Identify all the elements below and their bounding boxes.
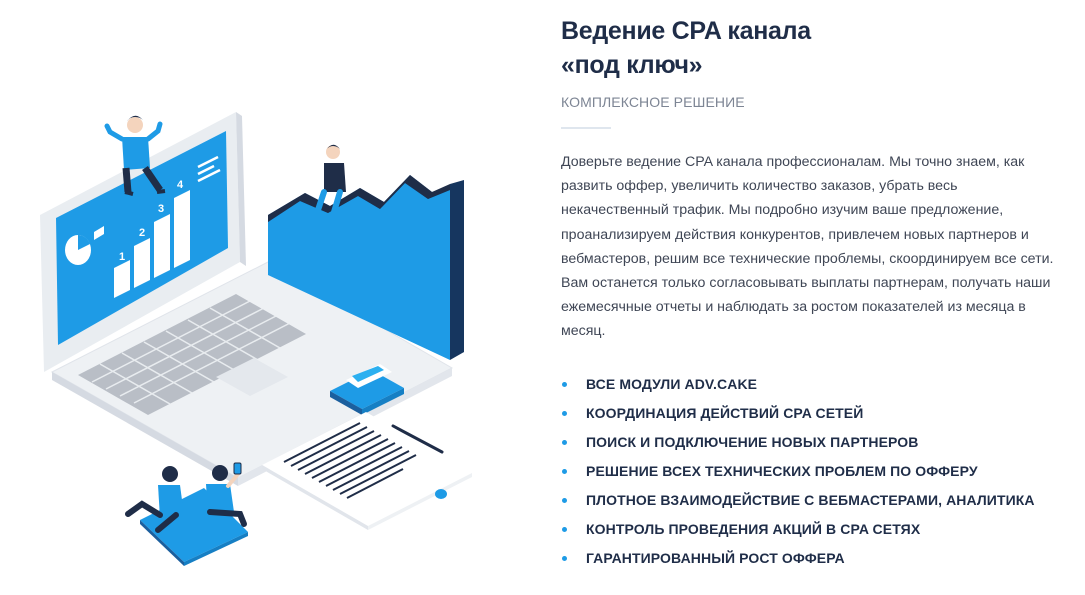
page-title	[561, 14, 1071, 82]
feature-label: ГАРАНТИРОВАННЫЙ РОСТ ОФФЕРА	[586, 550, 845, 567]
list-item	[561, 515, 1071, 544]
bullet-icon	[562, 469, 567, 474]
list-item	[561, 486, 1071, 515]
feature-label: РЕШЕНИЕ ВСЕХ ТЕХНИЧЕСКИХ ПРОБЛЕМ ПО ОФФЕРУ	[586, 463, 978, 480]
phone-icon	[234, 463, 241, 474]
bar-label-1: 1	[119, 251, 126, 263]
bullet-icon	[562, 440, 567, 445]
list-item	[561, 370, 1071, 399]
feature-label: ВСЕ МОДУЛИ ADV.CAKE	[586, 376, 758, 393]
content-panel	[561, 14, 1071, 573]
laptop-illustration	[0, 0, 540, 595]
title-line-2: «под ключ»	[561, 51, 703, 79]
bar-label-2: 2	[139, 227, 146, 239]
bar-label-3: 3	[158, 203, 165, 215]
person-icon	[206, 463, 244, 524]
feature-label: ПЛОТНОЕ ВЗАИМОДЕЙСТВИЕ С ВЕБМАСТЕРАМИ, АНАЛИТИКА	[586, 492, 1035, 509]
feature-label: КООРДИНАЦИЯ ДЕЙСТВИЙ CPA СЕТЕЙ	[586, 405, 864, 422]
bar-label-4: 4	[177, 179, 184, 191]
bullet-icon	[562, 498, 567, 503]
feature-label: ПОИСК И ПОДКЛЮЧЕНИЕ НОВЫХ ПАРТНЕРОВ	[586, 434, 919, 451]
list-item	[561, 428, 1071, 457]
title-line-1: Ведение CPA канала	[561, 17, 811, 45]
list-item	[561, 399, 1071, 428]
bullet-icon	[562, 556, 567, 561]
illustration	[0, 0, 540, 595]
subtitle: КОМПЛЕКСНОЕ РЕШЕНИЕ	[561, 94, 745, 110]
feature-list	[561, 370, 1071, 573]
feature-label: КОНТРОЛЬ ПРОВЕДЕНИЯ АКЦИЙ В CPA СЕТЯХ	[586, 521, 921, 538]
list-item	[561, 544, 1071, 573]
description: Доверьте ведение CPA канала профессионалам. Мы точно знаем, как развить оффер, увеличить количество заказов, убрать весь некачественный трафик. Мы подробно изучим ваше предложение, проанализируем действия конкурентов, привлечем новых партнеров и вебмастеров, решим все технические проблемы, скоординируем все сети. Вам останется только согласовывать выплаты партнерам, получать наши ежемесячные отчеты и наблюдать за ростом показателей из месяца в месяц.	[561, 154, 1054, 340]
bullet-icon	[562, 527, 567, 532]
divider	[561, 127, 611, 129]
bullet-icon	[562, 382, 567, 387]
bullet-icon	[562, 411, 567, 416]
list-item	[561, 457, 1071, 486]
